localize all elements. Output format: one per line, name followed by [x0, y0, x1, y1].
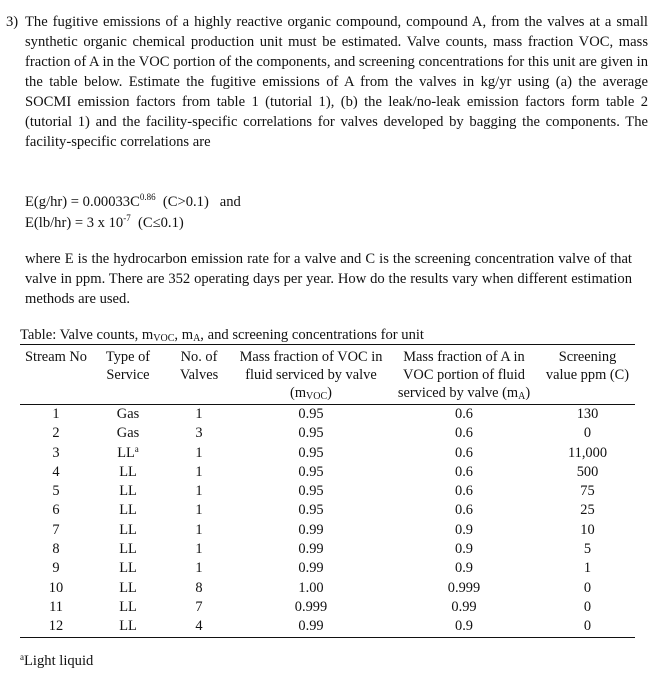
equation-exponent: -7 — [123, 213, 131, 223]
cell-service-value: LL — [119, 541, 137, 558]
table-header-row — [20, 345, 635, 405]
equation-lhs: E(lb/hr) = 3 x 10 — [25, 215, 124, 231]
cell-service — [92, 559, 164, 578]
cell-service — [92, 501, 164, 520]
cell-stream-value: 9 — [52, 560, 60, 577]
cell-valves-value: 1 — [195, 463, 203, 480]
cell-valves — [164, 405, 234, 425]
cell-service-value: LL — [119, 463, 137, 480]
equation-lhs: E(g/hr) = 0.00033C — [25, 194, 140, 210]
header-mvoc-text: Mass fraction of VOC in fluid serviced by valve (m — [239, 349, 383, 401]
cell-ma — [388, 579, 540, 598]
cell-valves-value: 3 — [195, 425, 203, 442]
cell-stream-value: 10 — [48, 579, 64, 596]
cell-stream-value: 6 — [52, 502, 60, 519]
cell-valves — [164, 617, 234, 637]
cell-screening-value: 10 — [580, 521, 595, 538]
cell-ma-value: 0.6 — [455, 502, 473, 519]
header-valves: No. of Valves — [164, 345, 234, 405]
caption-text: , and screening concentrations for unit — [200, 327, 424, 343]
cell-ma — [388, 463, 540, 482]
cell-mvoc-value: 0.95 — [298, 406, 324, 422]
cell-mvoc — [234, 501, 388, 520]
cell-mvoc-value: 0.99 — [298, 560, 324, 577]
cell-service-value: LL — [119, 502, 137, 519]
cell-valves-value: 4 — [195, 618, 203, 635]
header-service: Type of Service — [92, 345, 164, 405]
cell-screening — [540, 617, 635, 637]
cell-stream — [20, 405, 92, 425]
table-row — [20, 482, 635, 501]
cell-mvoc-value: 0.95 — [298, 425, 324, 442]
cell-screening-value: 75 — [580, 483, 595, 500]
cell-ma — [388, 444, 540, 463]
cell-screening — [540, 598, 635, 617]
cell-mvoc-value: 0.99 — [298, 541, 324, 558]
cell-mvoc — [234, 424, 388, 443]
cell-mvoc — [234, 617, 388, 637]
cell-service — [92, 617, 164, 637]
cell-service-value: LL — [119, 579, 137, 596]
cell-valves-value: 1 — [195, 444, 203, 461]
footnote-text: Light liquid — [24, 653, 94, 669]
cell-stream — [20, 559, 92, 578]
cell-stream-value: 3 — [52, 444, 60, 461]
cell-ma — [388, 405, 540, 425]
cell-ma-value: 0.6 — [455, 444, 473, 461]
cell-screening-value: 500 — [576, 463, 599, 480]
header-stream: Stream No — [20, 345, 92, 405]
cell-screening — [540, 559, 635, 578]
header-ma-subscript: A — [518, 391, 526, 402]
cell-screening-value: 130 — [576, 406, 599, 422]
cell-mvoc-value: 0.95 — [298, 502, 324, 519]
cell-service — [92, 521, 164, 540]
cell-service — [92, 444, 164, 463]
cell-stream — [20, 444, 92, 463]
problem-statement — [6, 12, 648, 152]
footnote — [20, 652, 93, 670]
cell-ma — [388, 521, 540, 540]
cell-mvoc-value: 0.95 — [298, 483, 324, 500]
cell-ma-value: 0.6 — [455, 425, 473, 442]
cell-service — [92, 579, 164, 598]
cell-screening-value: 11,000 — [567, 444, 608, 461]
table-row — [20, 598, 635, 617]
cell-ma-value: 0.9 — [455, 618, 473, 635]
cell-stream-value: 4 — [52, 463, 60, 480]
cell-ma-value: 0.9 — [455, 541, 473, 558]
cell-service-value: LL — [119, 598, 137, 615]
cell-ma-value: 0.9 — [455, 521, 473, 538]
cell-ma — [388, 617, 540, 637]
cell-mvoc-value: 0.95 — [298, 444, 324, 461]
equation-low-screening — [25, 213, 241, 234]
table-row — [20, 540, 635, 559]
cell-valves — [164, 444, 234, 463]
cell-stream-value: 8 — [52, 541, 60, 558]
cell-screening-value: 0 — [583, 618, 592, 635]
cell-screening-value: 25 — [580, 502, 595, 519]
cell-valves-value: 1 — [195, 560, 203, 577]
table-body — [20, 405, 635, 638]
cell-valves-value: 1 — [195, 483, 203, 500]
cell-ma — [388, 540, 540, 559]
cell-mvoc-value: 0.999 — [294, 598, 328, 615]
table-row — [20, 405, 635, 425]
header-mvoc-subscript: VOC — [306, 391, 328, 402]
table-row — [20, 501, 635, 520]
cell-screening — [540, 579, 635, 598]
cell-mvoc-value: 0.99 — [298, 521, 324, 538]
cell-mvoc — [234, 540, 388, 559]
cell-stream — [20, 501, 92, 520]
cell-service-value: LL — [119, 618, 137, 635]
cell-mvoc — [234, 482, 388, 501]
header-mvoc — [234, 345, 388, 405]
caption-subscript: VOC — [153, 333, 175, 344]
cell-mvoc-value: 0.95 — [298, 463, 324, 480]
cell-screening — [540, 444, 635, 463]
table-row — [20, 579, 635, 598]
cell-ma-value: 0.99 — [451, 598, 477, 615]
cell-screening — [540, 405, 635, 425]
cell-valves-value: 1 — [195, 521, 203, 538]
cell-ma-value: 0.6 — [455, 483, 473, 500]
equation-condition: (C>0.1) — [162, 194, 209, 210]
cell-valves — [164, 559, 234, 578]
cell-screening — [540, 501, 635, 520]
cell-service — [92, 598, 164, 617]
table-row — [20, 463, 635, 482]
table-row — [20, 559, 635, 578]
cell-screening — [540, 540, 635, 559]
cell-valves — [164, 598, 234, 617]
cell-service — [92, 463, 164, 482]
cell-valves — [164, 521, 234, 540]
cell-valves-value: 8 — [195, 579, 203, 596]
cell-stream-value: 11 — [49, 598, 63, 615]
cell-stream — [20, 424, 92, 443]
cell-stream — [20, 540, 92, 559]
cell-stream-value: 7 — [52, 521, 60, 538]
cell-screening — [540, 424, 635, 443]
cell-ma — [388, 482, 540, 501]
cell-ma — [388, 598, 540, 617]
header-screening: Screening value ppm (C) — [540, 345, 635, 405]
cell-ma — [388, 559, 540, 578]
cell-stream-value: 1 — [52, 406, 60, 422]
cell-valves-value: 1 — [195, 541, 203, 558]
cell-stream — [20, 463, 92, 482]
cell-stream-value: 12 — [48, 618, 64, 635]
cell-mvoc — [234, 579, 388, 598]
table-row — [20, 617, 635, 637]
explanation-paragraph: where E is the hydrocarbon emission rate for a valve and C is the screening concentration valve of that valve in ppm. There are 352 operating days per year. How do the results vary when different estimation methods are used. — [25, 251, 632, 307]
cell-service — [92, 424, 164, 443]
cell-valves — [164, 540, 234, 559]
cell-ma-value: 0.6 — [455, 406, 473, 422]
caption-subscript: A — [193, 333, 201, 344]
cell-mvoc — [234, 405, 388, 425]
correlation-equations — [25, 192, 241, 234]
cell-stream-value: 5 — [52, 483, 60, 500]
cell-service — [92, 482, 164, 501]
header-ma-text: Mass fraction of A in VOC portion of fluid serviced by valve (m — [397, 349, 525, 401]
cell-screening — [540, 521, 635, 540]
valve-table — [20, 344, 635, 638]
cell-stream — [20, 598, 92, 617]
table-row — [20, 424, 635, 443]
cell-screening — [540, 482, 635, 501]
cell-mvoc — [234, 559, 388, 578]
cell-valves-value: 1 — [195, 406, 203, 422]
cell-screening-value: 5 — [583, 541, 592, 558]
footnote-marker: a — [20, 652, 24, 662]
cell-ma-value: 0.6 — [455, 463, 473, 480]
cell-valves — [164, 482, 234, 501]
cell-ma-value: 0.9 — [455, 560, 473, 577]
cell-mvoc-value: 0.99 — [298, 618, 324, 635]
equation-condition: (C≤0.1) — [138, 215, 184, 231]
cell-service-value: Gas — [116, 425, 140, 442]
cell-valves — [164, 424, 234, 443]
equation-high-screening — [25, 192, 241, 213]
cell-screening-value: 1 — [583, 560, 592, 577]
header-close-paren: ) — [327, 385, 332, 401]
cell-mvoc-value: 1.00 — [298, 579, 324, 596]
problem-number: 3) — [6, 14, 19, 30]
cell-valves — [164, 579, 234, 598]
header-ma — [388, 345, 540, 405]
footnote-reference: a — [134, 443, 139, 454]
cell-screening-value: 0 — [583, 425, 592, 442]
equation-connector: and — [219, 194, 241, 210]
cell-service-value: LL — [117, 444, 135, 461]
caption-text: , m — [174, 327, 194, 343]
cell-service-value: LL — [119, 483, 137, 500]
cell-mvoc — [234, 521, 388, 540]
table-caption — [20, 326, 424, 344]
cell-ma-value: 0.999 — [447, 579, 481, 596]
cell-ma — [388, 424, 540, 443]
cell-stream — [20, 579, 92, 598]
cell-service-value: Gas — [116, 406, 140, 422]
cell-stream-value: 2 — [52, 425, 60, 442]
table-row — [20, 444, 635, 463]
cell-ma — [388, 501, 540, 520]
cell-service — [92, 405, 164, 425]
equation-exponent: 0.86 — [139, 192, 156, 202]
cell-stream — [20, 482, 92, 501]
cell-valves — [164, 501, 234, 520]
cell-mvoc — [234, 598, 388, 617]
cell-valves-value: 1 — [195, 502, 203, 519]
table-row — [20, 521, 635, 540]
cell-mvoc — [234, 463, 388, 482]
cell-service — [92, 540, 164, 559]
cell-service-value: LL — [119, 560, 137, 577]
cell-stream — [20, 521, 92, 540]
cell-valves-value: 7 — [195, 598, 203, 615]
header-close-paren: ) — [525, 385, 531, 401]
cell-stream — [20, 617, 92, 637]
caption-text: Table: Valve counts, m — [20, 327, 154, 343]
cell-screening-value: 0 — [583, 598, 592, 615]
cell-screening — [540, 463, 635, 482]
problem-text: The fugitive emissions of a highly reactive organic compound, compound A, from the valves at a small synthetic organic chemical production unit must be estimated. Valve counts, mass fraction VOC, mass fraction of A in the VOC portion of the components, and screening concentrations for this unit are given in the table below. Estimate the fugitive emissions of A from the valves in kg/yr using (a) the average SOCMI emission factors from table 1 (tutorial 1), (b) the leak/no-leak emission factors form table 2 (tutorial 1) and the facility-specific correlations for valves developed by bagging the components. The facility-specific correlations are — [25, 14, 648, 150]
cell-mvoc — [234, 444, 388, 463]
cell-service-value: LL — [119, 521, 137, 538]
cell-valves — [164, 463, 234, 482]
cell-screening-value: 0 — [583, 579, 592, 596]
